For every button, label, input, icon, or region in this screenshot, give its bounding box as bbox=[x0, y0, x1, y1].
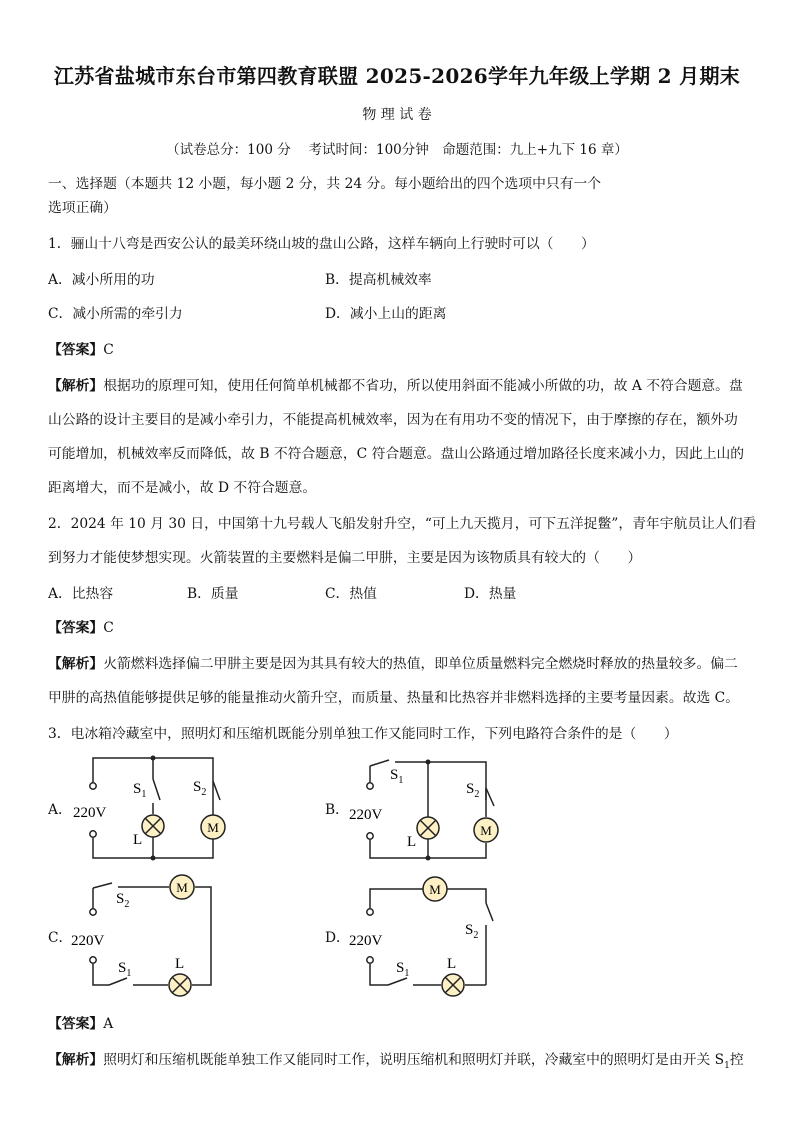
answer-value: C bbox=[103, 342, 114, 358]
q3-option-d-label: D． bbox=[325, 930, 350, 946]
analysis-text: 根据功的原理可知，使用任何简单机械都不省功，所以使用斜面不能减小所做的功，故 A 不符合题意。盘 bbox=[103, 378, 743, 394]
motor-label: M bbox=[480, 823, 492, 838]
q2-answer bbox=[48, 618, 114, 638]
lamp-label: L bbox=[175, 956, 185, 972]
lamp-icon bbox=[442, 974, 464, 996]
q3-option-b-label: B． bbox=[325, 802, 349, 818]
page-title: 江苏省盐城市东台市第四教育联盟 2025-2026学年九年级上学期 2 月期末 bbox=[53, 64, 741, 88]
voltage-label: 220V bbox=[349, 807, 383, 823]
answer-tag: 【答案】 bbox=[48, 1016, 104, 1032]
switch-label-s2: $S_2$ bbox=[193, 779, 207, 798]
q3-answer bbox=[48, 1014, 113, 1034]
voltage-label: 220V bbox=[349, 933, 383, 949]
q2-option-d: D．热量 bbox=[464, 586, 517, 602]
exam-meta: （试卷总分：100 分 考试时间：100分钟 命题范围：九上+九下 16 章） bbox=[166, 142, 628, 158]
switch-label-s2: $S_2$ bbox=[116, 891, 130, 910]
analysis-subscript: 1 bbox=[724, 1060, 730, 1071]
voltage-label: 220V bbox=[71, 933, 105, 949]
q1-option-d: D．减小上山的距离 bbox=[325, 306, 447, 322]
lamp-label: L bbox=[133, 832, 143, 848]
analysis-tag: 【解析】 bbox=[48, 378, 104, 394]
switch-label-s1: $S_1$ bbox=[390, 767, 404, 786]
q1-option-b: B．提高机械效率 bbox=[325, 272, 432, 288]
analysis-tag: 【解析】 bbox=[48, 1052, 104, 1068]
q2-stem-line1: 2．2024 年 10 月 30 日，中国第十九号载人飞船发射升空，“可上九天揽月，可下五洋捉鳖”，青年宇航员让人们看 bbox=[48, 516, 757, 532]
circuit-diagram-c bbox=[60, 872, 220, 996]
q1-analysis-line3: 可能增加，机械效率反而降低，故 B 不符合题意，C 符合题意。盘山公路通过增加路径长度来减小力，因此上山的 bbox=[48, 446, 745, 462]
switch-label-s2: $S_2$ bbox=[465, 922, 479, 941]
answer-tag: 【答案】 bbox=[48, 620, 104, 636]
analysis-text: 火箭燃料选择偏二甲肼主要是因为其具有较大的热值，即单位质量燃料完全燃烧时释放的热量较多。偏二 bbox=[103, 656, 738, 672]
analysis-text-end: 控 bbox=[729, 1052, 744, 1068]
switch-label-s1: $S_1$ bbox=[396, 960, 410, 979]
q2-stem-line2: 到努力才能使梦想实现。火箭装置的主要燃料是偏二甲肼，主要是因为该物质具有较大的（ ） bbox=[48, 550, 642, 566]
q1-analysis-line2: 山公路的设计主要目的是减小牵引力，不能提高机械效率，因为在有用功不变的情况下，由于摩擦的存在，额外功 bbox=[48, 412, 738, 428]
q1-option-a: A．减小所用的功 bbox=[48, 272, 155, 288]
analysis-text: 照明灯和压缩机既能单独工作又能同时工作，说明压缩机和照明灯并联，冷藏室中的照明灯是由开关 S bbox=[103, 1052, 725, 1068]
switch-label-s1: $S_1$ bbox=[118, 960, 132, 979]
motor-icon bbox=[201, 815, 225, 839]
q2-analysis-line2: 甲肼的高热值能够提供足够的能量推动火箭升空，而质量、热量和比热容并非燃料选择的主要考量因素。故选 C。 bbox=[48, 690, 739, 706]
q1-option-c: C．减小所需的牵引力 bbox=[48, 306, 183, 322]
q3-stem: 3．电冰箱冷藏室中，照明灯和压缩机既能分别单独工作又能同时工作，下列电路符合条件的是（ ） bbox=[48, 726, 678, 742]
circuit-diagram-b bbox=[340, 752, 520, 864]
switch-label-s2: $S_2$ bbox=[466, 781, 480, 800]
lamp-label: L bbox=[447, 956, 457, 972]
lamp-label: L bbox=[407, 834, 417, 850]
answer-value: A bbox=[103, 1016, 114, 1032]
paper-subtitle: 物 理 试 卷 bbox=[362, 107, 432, 123]
lamp-icon bbox=[169, 974, 191, 996]
switch-label-s1: $S_1$ bbox=[133, 781, 147, 800]
answer-value: C bbox=[103, 620, 114, 636]
section-heading-line1: 一、选择题（本题共 12 小题，每小题 2 分，共 24 分。每小题给出的四个选项中只有一个 bbox=[48, 176, 602, 192]
q1-analysis-line4: 距离增大，而不是减小，故 D 不符合题意。 bbox=[48, 480, 317, 496]
motor-icon bbox=[423, 877, 447, 901]
q1-analysis-line1 bbox=[48, 376, 743, 396]
q2-option-c: C．热值 bbox=[325, 586, 377, 602]
motor-icon bbox=[474, 818, 498, 842]
answer-tag: 【答案】 bbox=[48, 342, 104, 358]
q2-analysis-line1 bbox=[48, 654, 738, 674]
circuit-diagram-a bbox=[60, 752, 240, 862]
q3-analysis-line1 bbox=[48, 1050, 744, 1076]
voltage-label: 220V bbox=[73, 805, 107, 821]
motor-label: M bbox=[429, 882, 441, 897]
lamp-icon bbox=[417, 817, 439, 839]
q1-answer bbox=[48, 340, 114, 360]
motor-label: M bbox=[207, 820, 219, 835]
q3-option-a-label: A． bbox=[48, 802, 72, 818]
q3-option-c-label: C． bbox=[48, 930, 73, 946]
analysis-tag: 【解析】 bbox=[48, 656, 104, 672]
q2-option-b: B．质量 bbox=[187, 586, 239, 602]
q2-option-a: A．比热容 bbox=[48, 586, 114, 602]
circuit-diagram-d bbox=[340, 872, 500, 996]
section-heading-line2: 选项正确） bbox=[48, 200, 117, 216]
motor-icon bbox=[170, 875, 194, 899]
motor-label: M bbox=[176, 880, 188, 895]
q1-stem: 1．骊山十八弯是西安公认的最美环绕山坡的盘山公路，这样车辆向上行驶时可以（ ） bbox=[48, 236, 595, 252]
lamp-icon bbox=[142, 815, 164, 837]
